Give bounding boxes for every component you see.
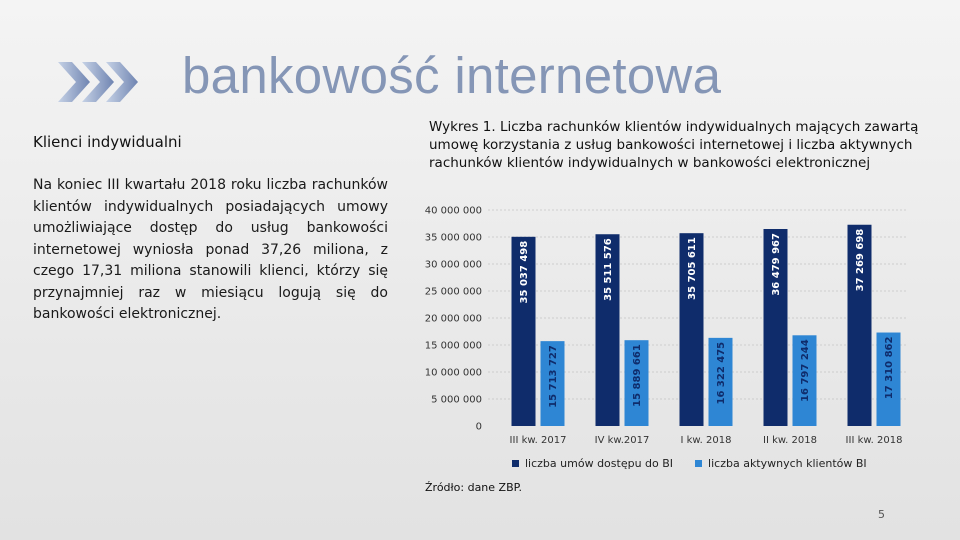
page-number: 5: [878, 508, 885, 521]
y-tick-label: 15 000 000: [424, 340, 482, 352]
chart-title: Wykres 1. Liczba rachunków klientów indywidualnych mających zawartą umowę korzystania z usług bankowości internetowej i liczba aktywnych rachunków klientów indywidualnych w bankowości elektronicznej: [429, 119, 919, 171]
section-subheading: Klienci indywidualni: [33, 133, 182, 151]
y-tick-label: 30 000 000: [424, 259, 482, 271]
y-tick-label: 20 000 000: [424, 313, 482, 325]
bar-value-label: 35 705 611: [687, 237, 698, 300]
bar-chart: [420, 198, 910, 453]
y-tick-label: 25 000 000: [424, 286, 482, 298]
y-tick-label: 10 000 000: [424, 367, 482, 379]
legend-label-contracts: liczba umów dostępu do BI: [525, 457, 674, 470]
bar-value-label: 36 479 967: [771, 233, 782, 296]
x-category-label: I kw. 2018: [680, 435, 732, 446]
x-category-label: II kw. 2018: [763, 435, 817, 446]
bar-value-label: 35 037 498: [519, 240, 530, 304]
slide-title: bankowość internetowa: [182, 47, 722, 104]
legend-swatch-light: [695, 460, 702, 467]
body-paragraph: Na koniec III kwartału 2018 roku liczba rachunków klientów indywidualnych posiadających umowy umożliwiające dostęp do usług bankowości internetowej wyniosła ponad 37,26 miliona, z czego 17,31 miliona stanowili klienci, którzy się przynajmniej raz w miesiącu logują się do bankowości elektronicznej.: [33, 177, 388, 322]
y-tick-label: 0: [475, 421, 482, 433]
bar-value-label: 15 889 661: [632, 344, 643, 407]
bar-value-label: 16 322 475: [716, 341, 727, 405]
legend-swatch-dark: [512, 460, 519, 467]
bar-value-label: 37 269 698: [855, 228, 866, 292]
legend-item-contracts: [512, 457, 673, 470]
bar-value-label: 35 511 576: [603, 238, 614, 301]
bar-value-label: 16 797 244: [800, 339, 811, 402]
x-category-label: III kw. 2017: [509, 435, 567, 446]
x-category-label: IV kw.2017: [594, 435, 650, 446]
bar-value-label: 15 713 727: [548, 345, 559, 408]
legend-label-active: liczba aktywnych klientów BI: [708, 457, 867, 470]
y-tick-label: 40 000 000: [424, 205, 482, 217]
x-category-label: III kw. 2018: [845, 435, 903, 446]
y-tick-label: 35 000 000: [424, 232, 482, 244]
triple-chevron-right-icon: [58, 62, 150, 102]
bar-value-label: 17 310 862: [884, 336, 895, 400]
source-note: Źródło: dane ZBP.: [425, 481, 523, 494]
legend-item-active: [695, 457, 867, 470]
chart-legend: [512, 457, 867, 470]
y-tick-label: 5 000 000: [431, 394, 482, 406]
